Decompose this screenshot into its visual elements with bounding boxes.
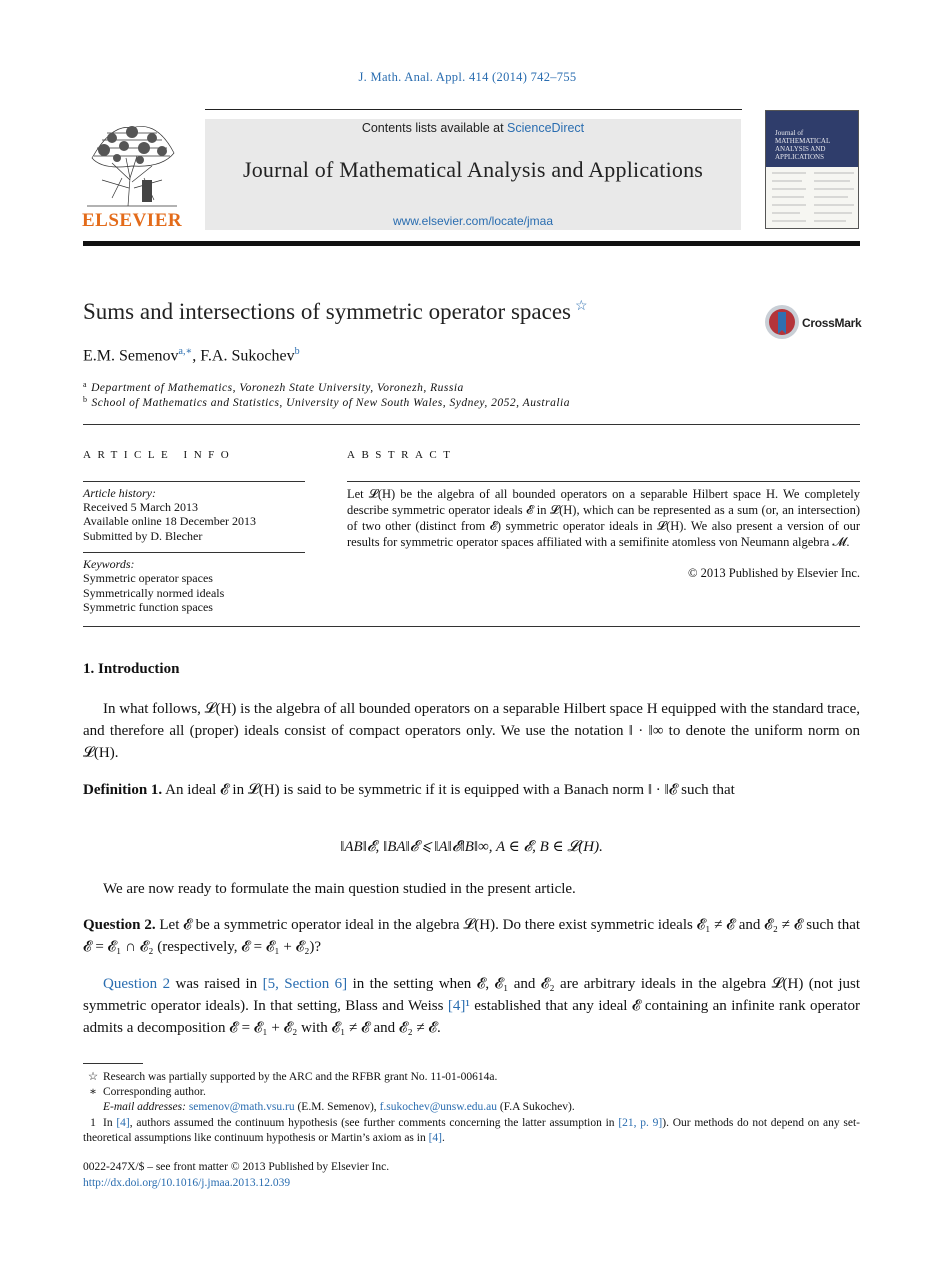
footnote-corresponding [83,1085,860,1100]
divider [83,424,860,425]
keyword: Symmetric operator spaces [83,571,213,585]
author-affil-mark[interactable]: a,∗ [178,346,193,357]
divider [347,481,860,482]
header-top-rule [205,109,742,110]
footnote-text: ). Our methods do not depend on any set-theoretical assumptions like continuum hypothesis or Martin’s axiom as in [83,1117,860,1144]
footnote-text: , authors assumed the continuum hypothesis (see further comments concerning the latter assumption in [129,1117,619,1129]
available-date: Available online 18 December 2013 [83,514,257,528]
paragraph-text: established that any ideal 𝓔 containing an infinite rank operator admits a decomposition 𝓔 = 𝓔₁ + 𝓔₂ with 𝓔₁ ≠ 𝓔 and 𝓔₂ ≠ 𝓔. [83,998,860,1036]
definition-label: Definition 1. [83,782,163,798]
footnote-mark: ∗ [89,1086,97,1098]
email-link[interactable]: semenov@math.vsu.ru [188,1101,295,1113]
affiliation-text: Department of Mathematics, Voronezh State University, Voronezh, Russia [91,382,464,394]
journal-citation[interactable]: J. Math. Anal. Appl. 414 (2014) 742–755 [358,70,577,84]
article-info-heading: ARTICLE INFO [83,449,236,461]
email-link[interactable]: f.sukochev@unsw.edu.au [379,1101,498,1113]
issn-line: 0022-247X/$ – see front matter © 2013 Published by Elsevier Inc. [83,1161,390,1173]
abstract-copyright: © 2013 Published by Elsevier Inc. [688,566,860,580]
question-ref-link[interactable]: Question 2 [103,976,171,992]
footnote-text: In [103,1117,117,1129]
affiliation-a [83,380,464,394]
footnote-rule [83,1063,143,1064]
footnote-1 [83,1116,860,1146]
citation-link[interactable]: [5, Section 6] [262,976,348,992]
section-heading: 1. Introduction [83,661,180,677]
author-name[interactable]: F.A. Sukochev [200,347,295,365]
paragraph-text: was raised in [170,976,263,992]
definition [83,779,860,801]
header-bottom-rule [83,241,860,246]
footnote-text: (E.M. Semenov), [294,1101,380,1113]
display-equation: ‖AB‖𝓔, ‖BA‖𝓔 ⩽ ‖A‖𝓔‖B‖∞, A ∈ 𝓔, B ∈ 𝓛(H). [340,839,603,855]
question-label: Question 2. [83,917,156,933]
affiliation-mark: a [83,380,88,389]
title-footnote-star[interactable]: ☆ [575,299,588,314]
author-list: E.M. Semenov$^{a,∗}$, F.A. Sukochev$^b$ [83,346,300,365]
contents-line [205,121,741,135]
definition-text: An ideal 𝓔 in 𝓛(H) is said to be symmetric if it is equipped with a Banach norm ‖ · ‖𝓔 such that [165,782,735,798]
question-text: Let 𝓔 be a symmetric operator ideal in the algebra 𝓛(H). Do there exist symmetric ideals 𝓔₁ ≠ 𝓔 and 𝓔₂ ≠ 𝓔 such that 𝓔 = 𝓔₁ ∩ 𝓔₂ (respectively, 𝓔 = 𝓔₁ + 𝓔₂)? [83,917,861,955]
paragraph: We are now ready to formulate the main question studied in the present article. [103,881,576,897]
journal-cover-thumbnail[interactable] [765,110,859,229]
keywords-label: Keywords: [83,557,135,571]
footnote-mark: 1 [90,1117,96,1129]
divider [83,481,305,482]
citation-link[interactable]: [4] [428,1132,443,1144]
article-history-label: Article history: [83,486,156,500]
divider [83,626,860,627]
question [83,914,860,958]
author-name[interactable]: E.M. Semenov [83,347,179,365]
citation-link[interactable]: [21, p. 9] [618,1117,663,1129]
paper-title-text: Sums and intersections of symmetric operator spaces [83,299,571,324]
cover-contents-lines [766,167,859,229]
doi-link[interactable]: http://dx.doi.org/10.1016/j.jmaa.2013.12.039 [83,1177,291,1189]
footnote-text: Research was partially supported by the ARC and the RFBR grant No. 11-01-00614a. [103,1071,498,1083]
journal-url-link[interactable]: www.elsevier.com/locate/jmaa [392,214,554,228]
affiliation-text: School of Mathematics and Statistics, University of New South Wales, Sydney, 2052, Australia [91,397,570,409]
crossmark-label[interactable]: CrossMark [802,316,862,330]
citation-link[interactable]: [4] [116,1117,130,1129]
cover-title: Journal of MATHEMATICAL ANALYSIS AND APPLICATIONS [775,129,830,161]
keyword: Symmetrically normed ideals [83,586,225,600]
footnote-mark: ☆ [87,1071,99,1083]
abstract-text: Let 𝓛(H) be the algebra of all bounded operators on a separable Hilbert space H. We completely describe symmetric operator ideals 𝓔 in 𝓛(H), which can be represented as a sum (or, an intersection) of two other (distinct from 𝓔) symmetric operator ideals in 𝓛(H). We also present a version of our results for symmetric operator spaces affiliated with a semifinite atomless von Neumann algebra 𝓜. [347,487,860,549]
affiliation-b [83,395,570,409]
submitted-by: Submitted by D. Blecher [83,529,203,543]
citation-link[interactable]: [4]¹ [447,998,470,1014]
received-date: Received 5 March 2013 [83,500,198,514]
contents-prefix: Contents lists available at [361,121,508,135]
affiliation-mark: b [83,395,88,404]
paragraph: In what follows, 𝓛(H) is the algebra of all bounded operators on a separable Hilbert space H equipped with the standard trace, and therefore all (proper) ideals consist of compact operators only. We use the notation ‖ · ‖∞ to denote the uniform norm on 𝓛(H). [83,701,860,761]
keyword: Symmetric function spaces [83,600,213,614]
sciencedirect-link[interactable]: ScienceDirect [507,121,585,135]
journal-title: Journal of Mathematical Analysis and Applications [242,157,704,182]
elsevier-wordmark[interactable]: ELSEVIER [82,210,183,231]
abstract-heading: ABSTRACT [347,449,457,461]
paragraph-text: in the setting when 𝓔, 𝓔₁ and 𝓔₂ are arbitrary ideals in the algebra 𝓛(H) (not just symmetric operator ideals). In that setting, Blass and Weiss [83,976,861,1014]
footnote-text: . [442,1132,445,1144]
footnote-funding [83,1070,860,1085]
footnote-emails [83,1100,860,1115]
footnote-text: (F.A Sukochev). [497,1101,575,1113]
paper-title [83,298,588,325]
author-affil-mark[interactable]: b [294,346,300,357]
footnote-text: Corresponding author. [103,1086,206,1098]
email-label: E-mail addresses: [103,1101,186,1113]
divider [83,552,305,553]
paragraph [83,973,860,1039]
